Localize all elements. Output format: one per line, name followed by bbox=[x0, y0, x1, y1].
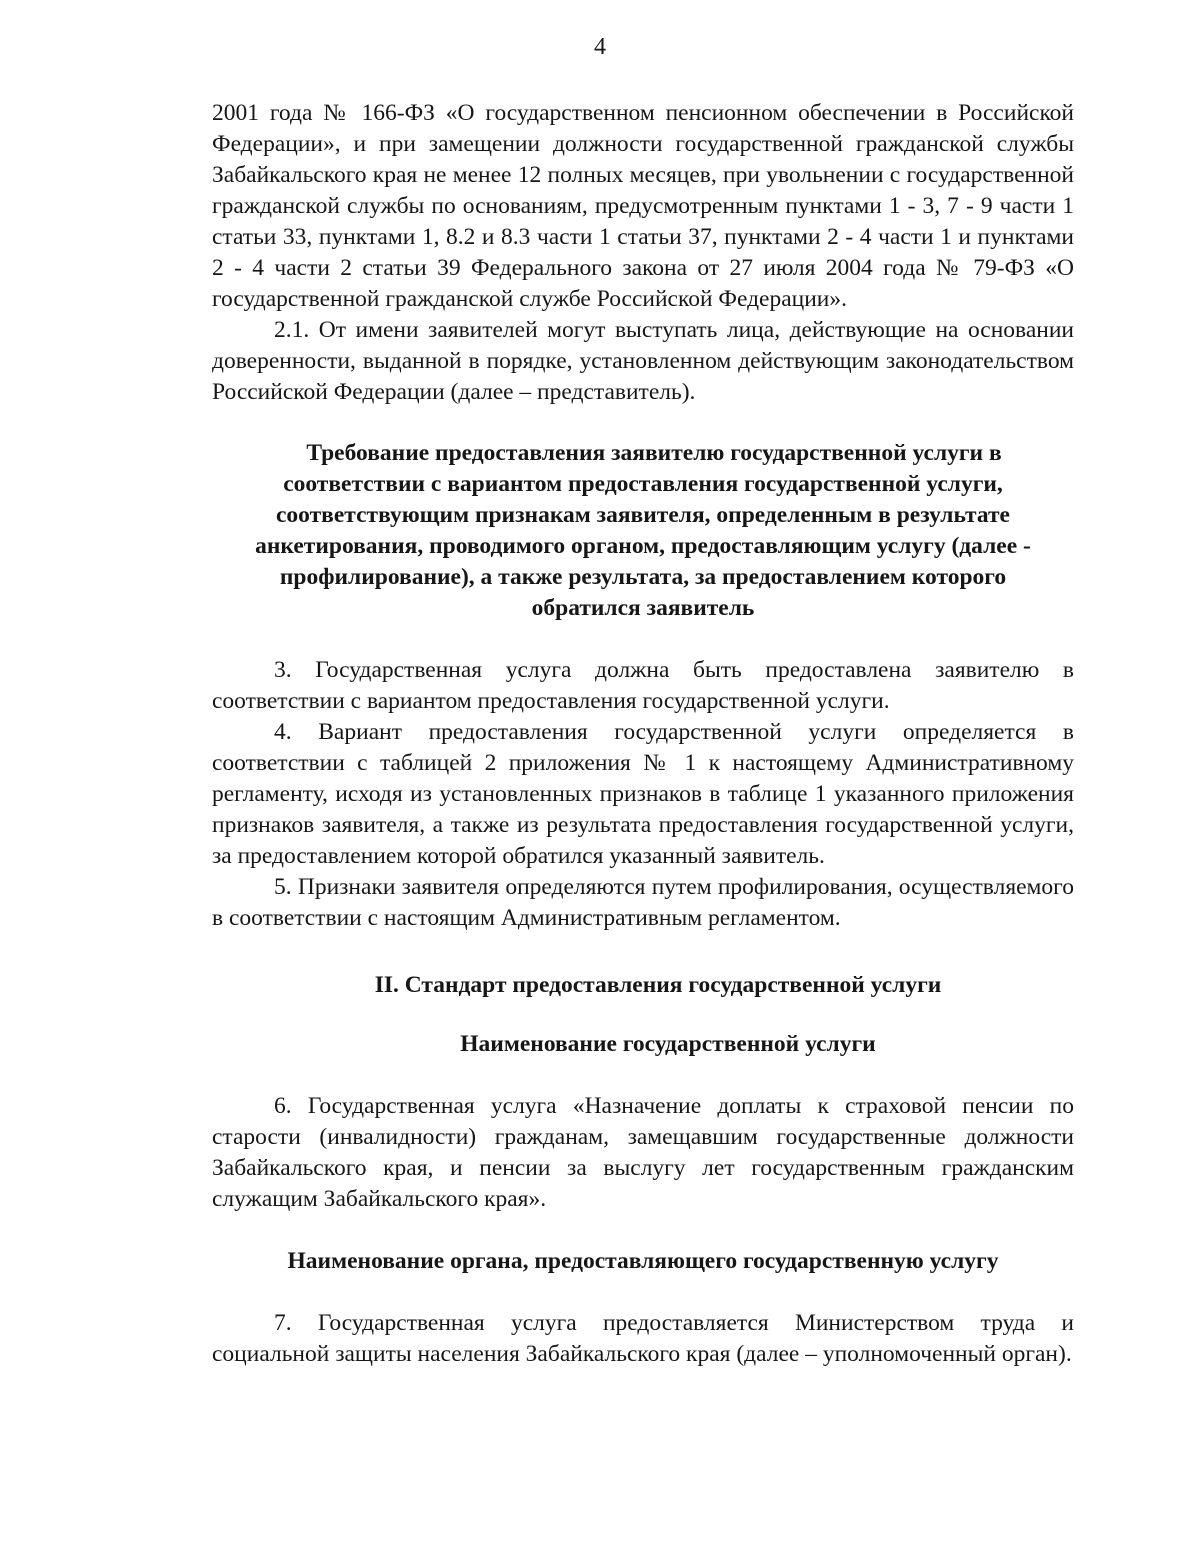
heading-section-2: II. Стандарт предоставления государственной услуги bbox=[374, 972, 942, 998]
paragraph-3: 3. Государственная услуга должна быть предоставлена заявителю в соответствии с вариантом предоставления государственной услуги. bbox=[212, 657, 1074, 714]
document-body bbox=[212, 98, 1074, 1370]
paragraph-5: 5. Признаки заявителя определяются путем профилирования, осуществляемого в соответствии с настоящим Административным регламентом. bbox=[212, 874, 1074, 931]
heading-requirement-line: профилирование), а также результата, за предоставлением которого bbox=[279, 564, 1007, 590]
heading-authority-name: Наименование органа, предоставляющего государственную услугу bbox=[287, 1248, 999, 1274]
heading-requirement-line: соответствии с вариантом предоставления государственной услуги, bbox=[283, 471, 1003, 497]
paragraph-continuation: 2001 года № 166-ФЗ «О государственном пенсионном обеспечении в Российской Федерации», и при замещении должности государственной гражданской службы Забайкальского края не менее 12 полных месяцев, при увольнении с государственной гражданской службы по основаниям, предусмотренным пунктами 1 - 3, 7 - 9 части 1 статьи 33, пунктами 1, 8.2 и 8.3 части 1 статьи 37, пунктами 2 - 4 части 1 и пунктами 2 - 4 части 2 статьи 39 Федерального закона от 27 июля 2004 года № 79-ФЗ «О государственной гражданской службе Российской Федерации». bbox=[212, 100, 1074, 312]
heading-requirement bbox=[212, 438, 1074, 624]
paragraph-2-1: 2.1. От имени заявителей могут выступать лица, действующие на основании доверенности, выданной в порядке, установленном действующим законодательством Российской Федерации (далее – представитель). bbox=[212, 317, 1074, 405]
heading-requirement-line: соответствующим признакам заявителя, определенным в результате bbox=[276, 502, 1010, 528]
paragraph-7: 7. Государственная услуга предоставляется Министерством труда и социальной защиты населения Забайкальского края (далее – уполномоченный орган). bbox=[212, 1310, 1074, 1367]
paragraph-4: 4. Вариант предоставления государственной услуги определяется в соответствии с таблицей 2 приложения № 1 к настоящему Административному регламенту, исходя из установленных признаков в таблице 1 указанного приложения признаков заявителя, а также из результата предоставления государственной услуги, за предоставлением которой обратился указанный заявитель. bbox=[212, 719, 1074, 869]
paragraph-6: 6. Государственная услуга «Назначение доплаты к страховой пенсии по старости (инвалидности) гражданам, замещавшим государственные должности Забайкальского края, и пенсии за выслугу лет государственным гражданским служащим Забайкальского края». bbox=[212, 1093, 1074, 1212]
heading-requirement-line: обратился заявитель bbox=[531, 595, 755, 621]
page-number: 4 bbox=[594, 34, 606, 60]
heading-requirement-line: анкетирования, проводимого органом, предоставляющим услугу (далее - bbox=[255, 533, 1031, 559]
heading-requirement-line: Требование предоставления заявителю государственной услуги в bbox=[306, 440, 1002, 466]
heading-service-name: Наименование государственной услуги bbox=[460, 1031, 876, 1057]
